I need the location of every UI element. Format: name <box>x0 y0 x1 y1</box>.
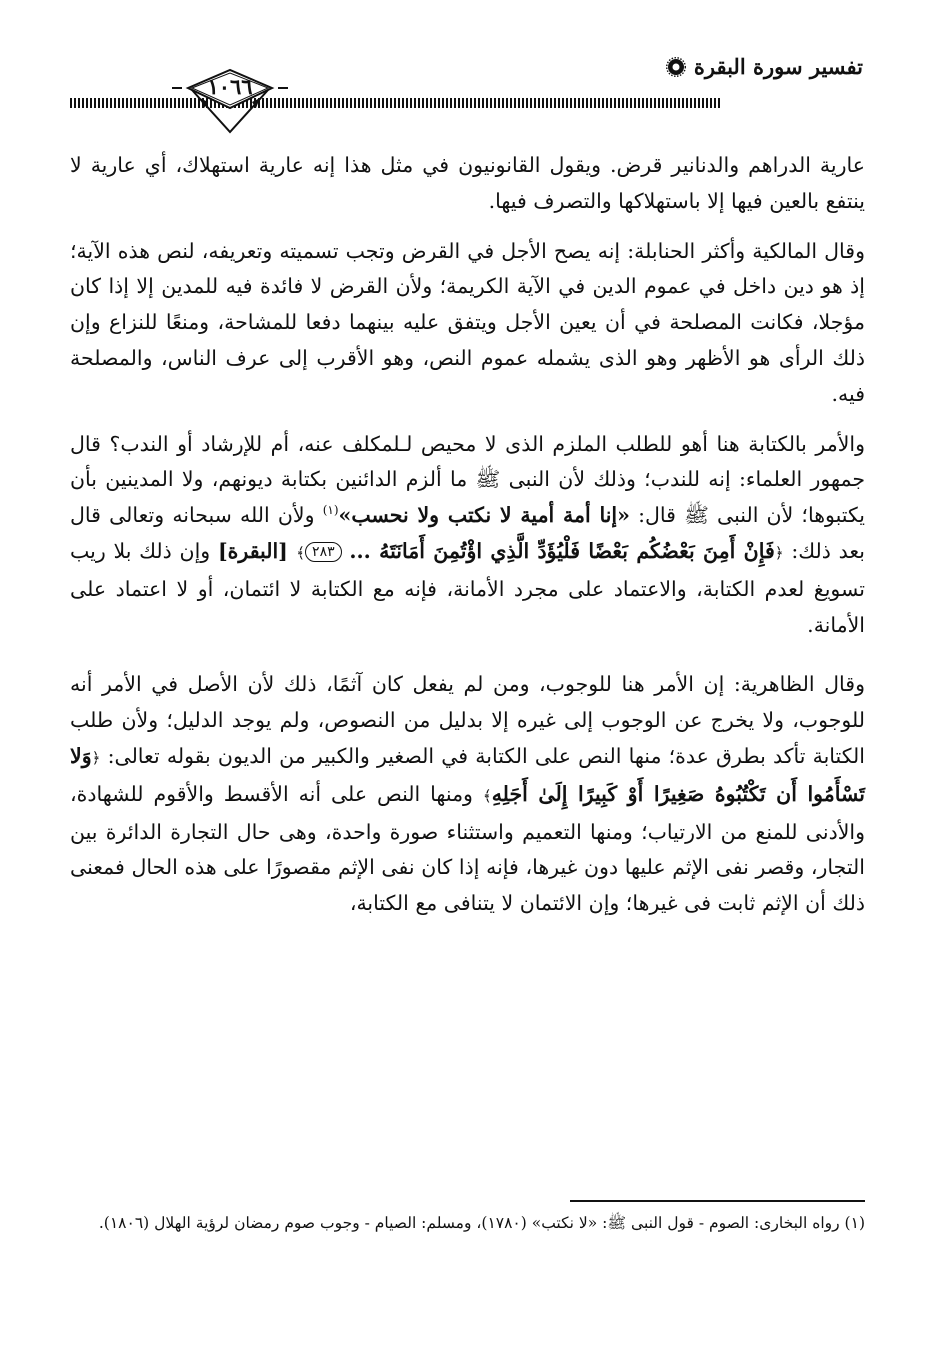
paragraph-3 <box>70 427 865 644</box>
verse-close-bracket: ﴾ <box>482 786 492 805</box>
sura-reference: [البقرة] <box>217 538 297 563</box>
verse-close-bracket: ﴾ <box>296 543 306 562</box>
running-title <box>666 54 863 79</box>
paragraph-1: عارية الدراهم والدنانير قرض. ويقول القانونيون في مثل هذا إنه عارية استهلاك، أي عارية لا ينتفع بالعين فيها إلا باستهلاكها والتصرف فيها. <box>70 153 865 213</box>
header-dotted-rule <box>70 98 720 108</box>
p3-text-3: وإن ذلك بلا ريب تسويغ لعدم الكتابة، والاعتماد على مجرد الأمانة، فإنه مع الكتابة لا ائتمان، أو لا اعتماد على الأمانة. <box>70 538 865 637</box>
p4-text-1: وقال الظاهرية: إن الأمر هنا للوجوب، ومن لم يفعل كان آثمًا، ذلك لأن الأصل في الأمر أنه للوجوب، ولا يخرج عن الوجوب إلى غيره إلا بدليل من النصوص، ولم يوجد الدليل؛ ولأن طلب الكتابة تأكد بطرق عدة؛ منها النص على الكتابة في الصغير والكبير من الديون بقوله تعالى: <box>70 672 865 768</box>
sura-title: تفسير سورة البقرة <box>693 54 863 79</box>
rosette-ornament-icon <box>666 57 686 77</box>
ayah-number-mark: ٢٨٣ <box>305 542 342 562</box>
footnote-ref[interactable]: (١) <box>322 503 339 518</box>
paragraph-2: وقال المالكية وأكثر الحنابلة: إنه يصح الأجل في القرض وتجب تسميته وتعريفه، لنص هذه الآية؛ إذ هو دين داخل في عموم الدين في الآية الكريمة؛ ولأن القرض لا فائدة فيه للمدين إلا إذا كان مؤجلا، فكانت المصلحة في أن يعين الأجل ويتفق عليه بينهما دفعا للمشاحة، ومنعًا للنزاع وإن ذلك الرأى هو الأظهر وهو الذى يشمله عموم النص، وهو الأقرب إلى عرف الناس، والمصلحة فيه. <box>70 238 865 406</box>
p3-text-2: ولأن الله سبحانه وتعالى قال بعد ذلك: <box>70 503 865 563</box>
quran-verse-282: وَلا تَسْأَمُوا أَن تَكْتُبُوهُ صَغِيرًا أَوْ كَبِيرًا إِلَىٰ أَجَلِهِ <box>70 743 865 806</box>
p4-text-2: ومنها النص على أنه الأقسط والأقوم للشهادة، والأدنى للمنع من الارتياب؛ ومنها التعميم واستثناء صورة واحدة، وهى حال التجارة الدائرة بين التجار، وقصر نفى الإثم عليها دون غيرها، فإنه إذا كان نفى الإثم مقصورًا على هذه الحال فمعنى ذلك أن الإثم ثابت فى غيرها؛ وإن الائتمان لا يتنافى مع الكتابة، <box>70 781 865 916</box>
verse-open-bracket: ﴿ <box>91 748 101 767</box>
verse-open-bracket: ﴿ <box>774 543 784 562</box>
paragraph-4 <box>70 667 865 922</box>
footnote-separator <box>570 1200 865 1202</box>
page-number-badge <box>170 68 320 134</box>
page-header <box>70 44 865 134</box>
hadith-quote: «إنا أمة أمية لا نكتب ولا نحسب» <box>338 503 630 528</box>
page-number: ١٠٦٦ <box>207 74 253 99</box>
body-text <box>70 148 865 922</box>
quran-verse-283: فَإِنْ أَمِنَ بَعْضُكُم بَعْضًا فَلْيُؤَدِّ الَّذِي اؤْتُمِنَ أَمَانَتَهُ ... <box>349 538 775 563</box>
footnote: (١) رواه البخارى: الصوم - قول النبى ﷺ: «لا نكتب» (١٧٨٠)، ومسلم: الصيام - وجوب صوم رمضان لرؤية الهلال (١٨٠٦). <box>98 1214 865 1232</box>
p3-text-1: والأمر بالكتابة هنا أهو للطلب الملزم الذى لا محيص لـلمكلف عنه، أم للإرشاد أو الندب؟ قال جمهور العلماء: إنه للندب؛ وذلك لأن النبى ﷺ ما ألزم الدائنين بكتابة ديونهم، ولا المدينين بأن يكتبوها؛ لأن النبى ﷺ قال: <box>70 431 865 528</box>
